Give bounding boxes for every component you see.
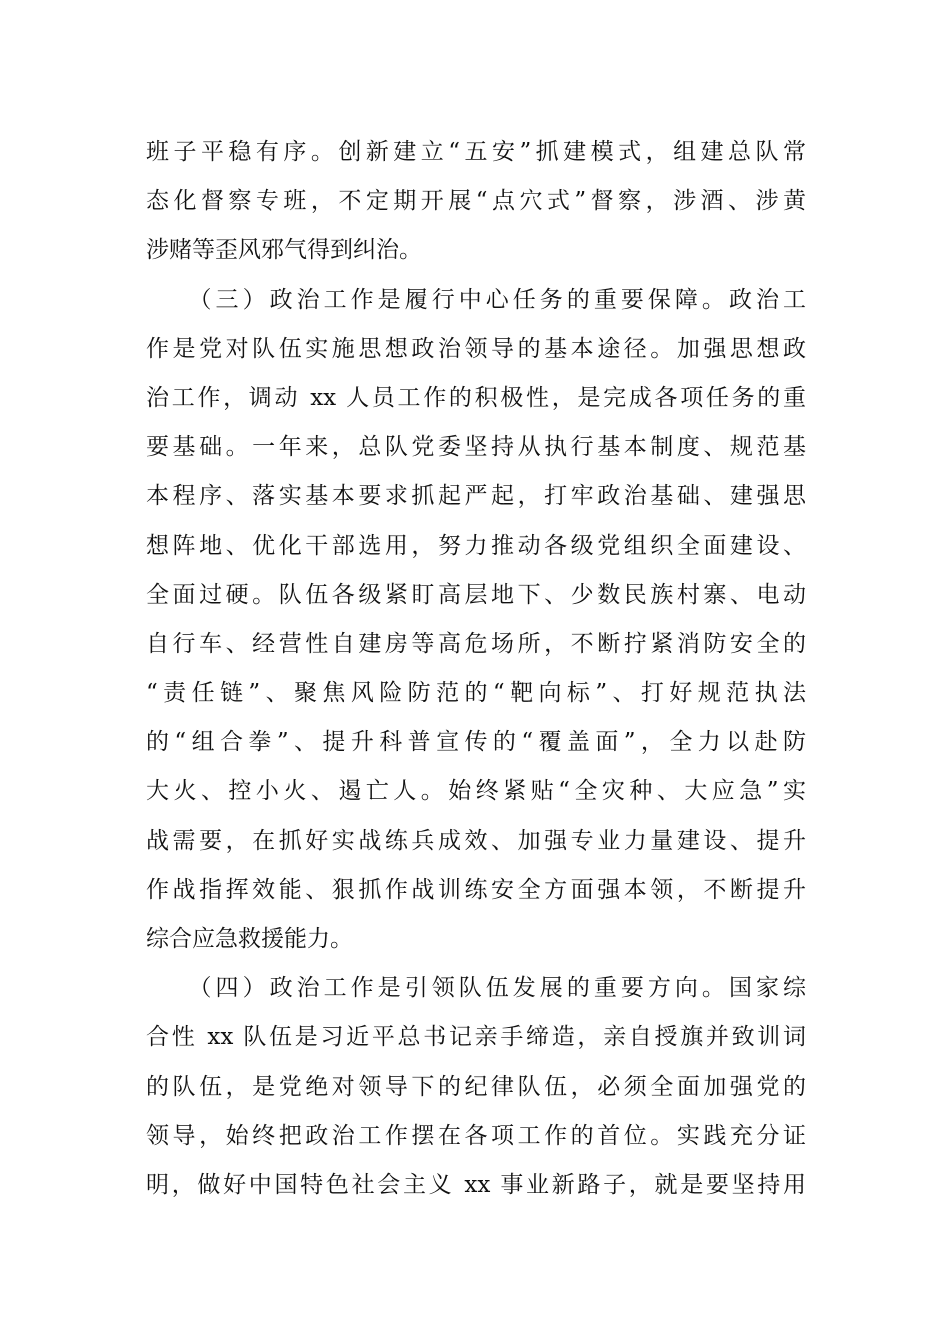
- paragraph-continuation: [146, 128, 806, 276]
- text-line: 态化督察专班，不定期开展“点穴式”督察，涉酒、涉黄: [146, 188, 806, 215]
- text-line: 综合应急救援能力。: [146, 926, 353, 952]
- text-line: 作是党对队伍实施思想政治领导的基本途径。加强思想政: [146, 335, 806, 362]
- text-line: 想阵地、优化干部选用，努力推动各级党组织全面建设、: [146, 532, 806, 559]
- text-line: （四）政治工作是引领队伍发展的重要方向。国家综: [146, 975, 806, 1002]
- text-line: 全面过硬。队伍各级紧盯高层地下、少数民族村寨、电动: [146, 581, 806, 608]
- text-line: “责任链”、聚焦风险防范的“靶向标”、打好规范执法: [146, 680, 806, 707]
- paragraph-section-3: [146, 276, 806, 965]
- text-line: 大火、控小火、遏亡人。始终紧贴“全灾种、大应急”实: [146, 778, 806, 805]
- text-line: 班子平稳有序。创新建立“五安”抓建模式，组建总队常: [146, 139, 806, 165]
- text-line: 本程序、落实基本要求抓起严起，打牢政治基础、建强思: [146, 483, 806, 510]
- text-line: 合性 xx 队伍是习近平总书记亲手缔造，亲自授旗并致训词: [146, 1024, 806, 1051]
- document-body: [146, 128, 806, 1210]
- text-line: 领导，始终把政治工作摆在各项工作的首位。实践充分证: [146, 1122, 806, 1149]
- paragraph-section-4: [146, 964, 806, 1210]
- text-line: 涉赌等歪风邪气得到纠治。: [146, 237, 422, 264]
- text-line: 要基础。一年来，总队党委坚持从执行基本制度、规范基: [146, 434, 806, 461]
- text-line: （三）政治工作是履行中心任务的重要保障。政治工: [146, 286, 806, 313]
- text-line: 的“组合拳”、提升科普宣传的“覆盖面”，全力以赴防: [146, 729, 806, 756]
- text-line: 作战指挥效能、狠抓作战训练安全方面强本领，不断提升: [146, 876, 806, 903]
- text-line: 自行车、经营性自建房等高危场所，不断拧紧消防安全的: [146, 630, 806, 657]
- text-line: 治工作，调动 xx 人员工作的积极性，是完成各项任务的重: [146, 384, 806, 411]
- text-line: 明，做好中国特色社会主义 xx 事业新路子，就是要坚持用: [146, 1171, 806, 1198]
- text-line: 的队伍，是党绝对领导下的纪律队伍，必须全面加强党的: [146, 1073, 806, 1100]
- text-line: 战需要，在抓好实战练兵成效、加强专业力量建设、提升: [146, 827, 806, 854]
